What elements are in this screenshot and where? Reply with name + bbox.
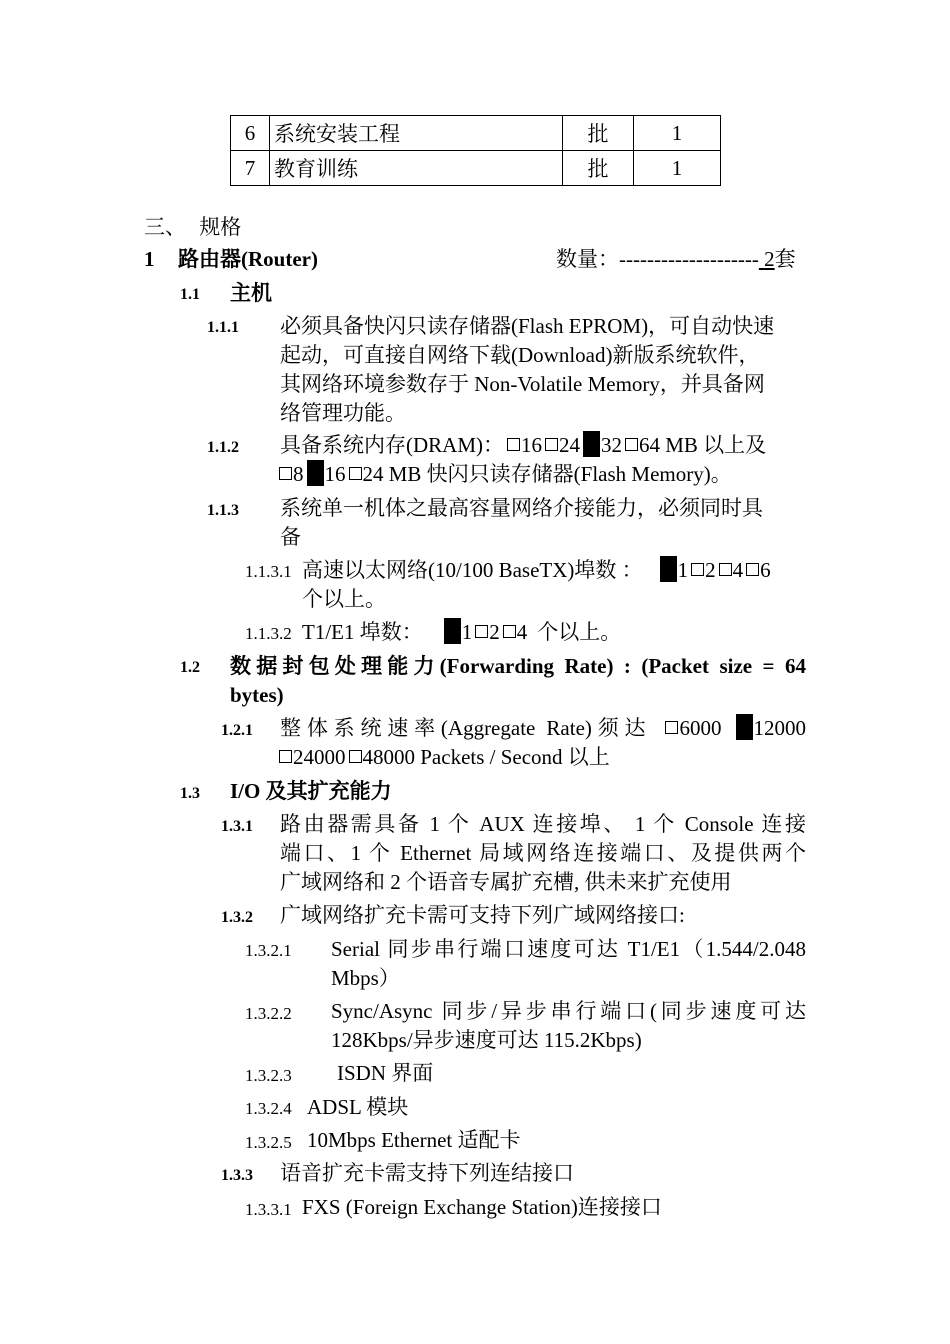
checkbox-empty	[719, 563, 732, 576]
s1-2-1-text	[280, 714, 806, 772]
checkbox-filled	[307, 460, 324, 486]
row-qty: 1	[634, 116, 721, 151]
text-line: 整体系统速率(Aggregate Rate)须达 6000 12000	[280, 716, 807, 740]
s1-3-2-2-number: 1.3.2.2	[245, 1004, 292, 1023]
text-line: 24000 48000 Packets / Second 以上	[276, 743, 806, 772]
s1-1-1-number: 1.1.1	[207, 319, 239, 336]
text-line: 8 16 24 MB 快闪只读存储器(Flash Memory)。	[276, 460, 766, 489]
checkbox-empty	[691, 563, 704, 576]
text-line: 高速以太网络(10/100 BaseTX)埠数 ： 1 2 4 6	[302, 558, 771, 582]
text-line: Mbps）	[331, 966, 400, 990]
checkbox-empty	[746, 563, 759, 576]
checkbox-empty	[545, 438, 558, 451]
item1-quantity	[556, 245, 796, 274]
section-heading	[144, 213, 241, 242]
text-line: 必须具备快闪只读存储器(Flash EPROM)，可自动快速	[280, 314, 775, 338]
text-line: 络管理功能。	[280, 401, 406, 425]
item1-number: 1	[144, 247, 155, 271]
checkbox-filled	[660, 556, 677, 582]
s1-3-3-1-number: 1.3.3.1	[245, 1200, 292, 1219]
checkbox-empty	[349, 750, 362, 763]
text-line: Serial 同步串行端口速度可达 T1/E1（1.544/2.048	[331, 937, 806, 961]
text-line: 128Kbps/异步速度可达 115.2Kbps)	[331, 1028, 642, 1052]
s1-3-title: I/O 及其扩充能力	[230, 779, 392, 803]
s1-3-3-1-text: FXS (Foreign Exchange Station)连接接口	[302, 1195, 662, 1219]
item1-title: 路由器(Router)	[178, 247, 318, 271]
s1-1-3-1-text	[302, 556, 771, 614]
s1-1-number: 1.1	[180, 286, 200, 303]
s1-3-2-4-text: ADSL 模块	[307, 1095, 409, 1119]
checkbox-filled	[736, 714, 753, 740]
row-name: 教育训练	[270, 151, 563, 186]
s1-3-2-3-number: 1.3.2.3	[245, 1066, 292, 1085]
s1-3-2-4-number: 1.3.2.4	[245, 1099, 292, 1118]
text-line: 路由器需具备 1 个 AUX 连接埠、 1 个 Console 连接	[280, 812, 806, 836]
section-title: 规格	[199, 215, 242, 239]
text-line: 其网络环境参数存于 Non-Volatile Memory，并具备网	[280, 372, 765, 396]
s1-1-3-text	[280, 494, 763, 552]
text-line: 备	[280, 525, 301, 549]
s1-2-number: 1.2	[180, 659, 200, 676]
s1-3-number: 1.3	[180, 785, 200, 802]
s1-3-1-number: 1.3.1	[221, 818, 253, 835]
s1-1-2-text	[280, 431, 766, 489]
text-line: bytes)	[230, 683, 284, 707]
s1-1-3-number: 1.1.3	[207, 502, 239, 519]
checkbox-empty	[503, 625, 516, 638]
qty-unit: 套	[774, 247, 796, 271]
s1-1-3-2-number: 1.1.3.2	[245, 624, 292, 643]
s1-3-2-5-number: 1.3.2.5	[245, 1133, 292, 1152]
row-number: 7	[231, 151, 270, 186]
s1-3-2-5-text: 10Mbps Ethernet 适配卡	[307, 1128, 521, 1152]
s1-1-3-1-number: 1.1.3.1	[245, 562, 292, 581]
text-line: Sync/Async 同步/异步串行端口(同步速度可达	[331, 999, 806, 1023]
row-name: 系统安装工程	[270, 116, 563, 151]
checkbox-empty	[665, 721, 678, 734]
qty-dashes: --------------------	[619, 247, 759, 271]
s1-3-2-1-text	[331, 935, 806, 993]
s1-1-1-text	[280, 312, 774, 428]
s1-2-1-number: 1.2.1	[221, 722, 253, 739]
s1-3-1-text	[280, 810, 806, 897]
text-line: 数据封包处理能力(Forwarding Rate) : (Packet size = 64	[230, 654, 806, 678]
checkbox-empty	[507, 438, 520, 451]
text-line: 广域网络和 2 个语音专属扩充槽, 供未来扩充使用	[280, 870, 732, 894]
checkbox-filled	[583, 431, 600, 457]
s1-1-2-number: 1.1.2	[207, 439, 239, 456]
qty-value: 2	[764, 247, 775, 271]
table-row	[231, 116, 721, 151]
checkbox-empty	[625, 438, 638, 451]
row-unit: 批	[563, 151, 634, 186]
table-row	[231, 151, 721, 186]
s1-1-title: 主机	[230, 281, 272, 305]
text-line: 具备系统内存(DRAM)： 16 24 32 64 MB 以上及	[280, 433, 767, 457]
text-line: 系统单一机体之最高容量网络介接能力，必须同时具	[280, 496, 763, 520]
checkbox-filled	[444, 618, 461, 644]
row-unit: 批	[563, 116, 634, 151]
text-line: 起动，可直接自网络下载(Download)新版系统软件，	[280, 343, 760, 367]
text-line: 端口、1 个 Ethernet 局域网络连接端口、及提供两个	[280, 841, 806, 865]
s1-3-2-text: 广域网络扩充卡需可支持下列广域网络接口:	[280, 903, 685, 927]
checkbox-empty	[475, 625, 488, 638]
row-qty: 1	[634, 151, 721, 186]
s1-3-2-2-text	[331, 997, 806, 1055]
checkbox-empty	[349, 467, 362, 480]
section-label: 三、	[144, 215, 186, 239]
s1-3-2-3-text: ISDN 界面	[337, 1061, 434, 1085]
checkbox-empty	[279, 750, 292, 763]
qty-label: 数量：	[556, 247, 619, 271]
s1-1-3-2-text: T1/E1 埠数： 1 2 4 个以上。	[302, 620, 622, 644]
checkbox-empty	[279, 467, 292, 480]
s1-3-3-number: 1.3.3	[221, 1167, 253, 1184]
row-number: 6	[231, 116, 270, 151]
s1-2-text	[230, 652, 806, 710]
s1-3-3-text: 语音扩充卡需支持下列连结接口	[280, 1161, 574, 1185]
items-table	[230, 115, 721, 186]
text-line: 个以上。	[302, 587, 386, 611]
s1-3-2-1-number: 1.3.2.1	[245, 941, 292, 960]
s1-3-2-number: 1.3.2	[221, 909, 253, 926]
